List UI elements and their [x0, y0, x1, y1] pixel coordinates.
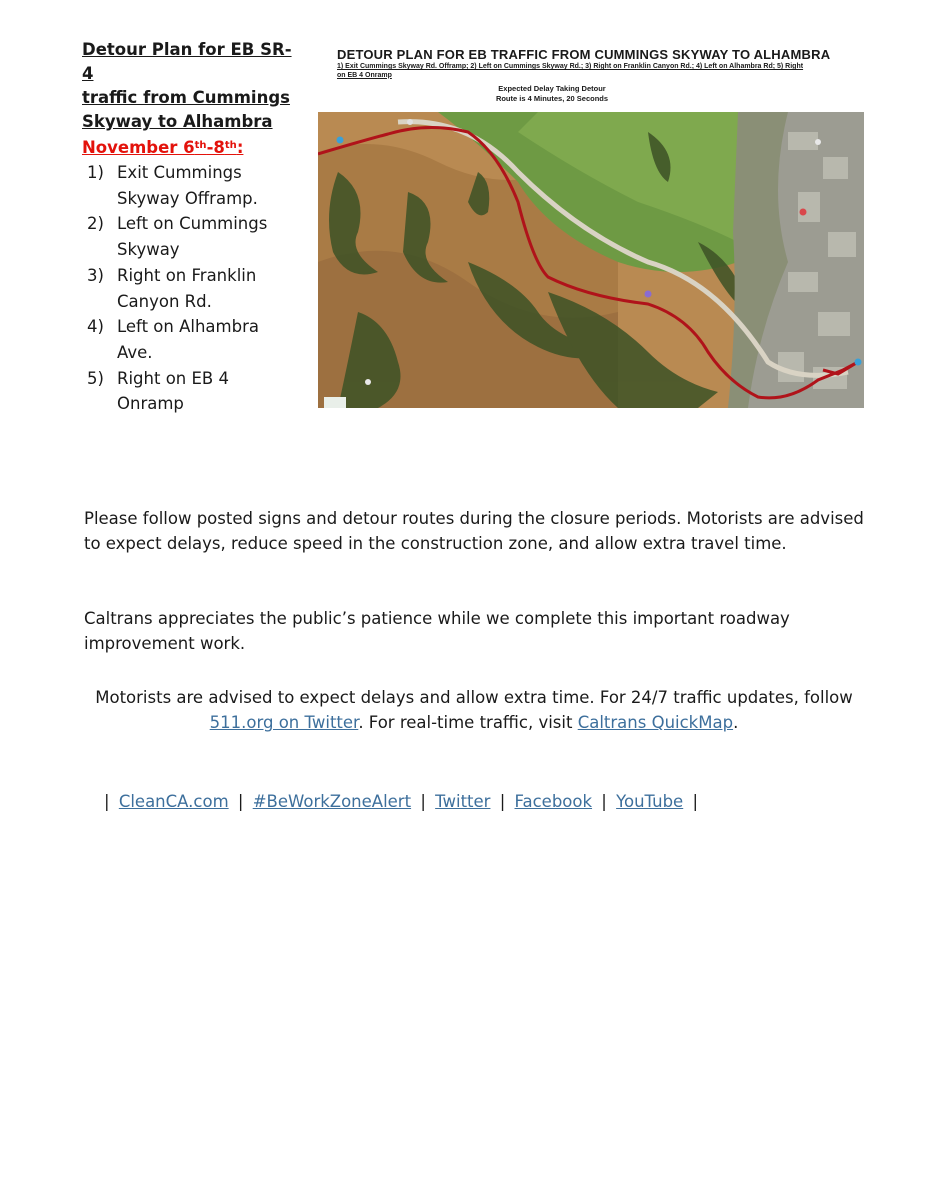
- detour-steps-list: [82, 160, 294, 417]
- link-beworkzonealert[interactable]: #BeWorkZoneAlert: [252, 792, 412, 811]
- updates-text: . For real-time traffic, visit: [358, 713, 578, 732]
- separator: |: [601, 792, 607, 811]
- link-511-twitter[interactable]: 511.org on Twitter: [209, 713, 359, 732]
- dates-start: November 6: [82, 138, 195, 157]
- delay-line: Route is 4 Minutes, 20 Seconds: [495, 93, 609, 103]
- step-number: 2): [87, 214, 104, 234]
- link-caltrans-quickmap[interactable]: Caltrans QuickMap: [577, 713, 734, 732]
- ordinal-suffix: th: [224, 140, 237, 151]
- separator: |: [692, 792, 699, 811]
- step-text: Left on Cummings: [117, 214, 268, 234]
- detour-title: [82, 38, 294, 134]
- step-text: Canyon Rd.: [117, 291, 212, 311]
- title-line: Skyway to Alhambra: [82, 112, 273, 131]
- link-youtube[interactable]: YouTube: [616, 792, 684, 811]
- step-text: Left on Alhambra: [117, 317, 259, 337]
- step-text: Right on Franklin: [117, 265, 257, 285]
- link-cleanca[interactable]: CleanCA.com: [118, 792, 229, 811]
- map-steps-line: 1) Exit Cummings Skyway Rd. Offramp; 2) Left on Cummings Skyway Rd.; 3) Right on Franklin Canyon Rd.; 4) Left on Alhambra Rd; 5) Right: [337, 63, 804, 70]
- detour-sidebar: [82, 38, 294, 417]
- footer-links: [100, 789, 702, 814]
- dates-colon: :: [236, 138, 244, 157]
- updates-text: .: [733, 713, 739, 732]
- separator: |: [237, 792, 244, 811]
- map-delay-note: [337, 84, 857, 103]
- link-twitter[interactable]: Twitter: [435, 792, 491, 811]
- detour-step: [82, 314, 294, 365]
- step-text: Right on EB 4: [117, 368, 229, 388]
- traffic-updates-paragraph: [84, 685, 864, 735]
- updates-text: Motorists are advised to expect delays and allow extra time. For 24/7 traffic updates, follow: [95, 688, 853, 707]
- title-line: Detour Plan for EB SR-4: [82, 40, 292, 83]
- detour-step: [82, 366, 294, 417]
- map-layer-thumbnail: [324, 397, 346, 408]
- delay-line: Expected Delay Taking Detour: [498, 84, 606, 93]
- step-text: Ave.: [117, 342, 153, 362]
- appreciation-paragraph: Caltrans appreciates the public’s patience while we complete this important roadway improvement work.: [84, 609, 790, 653]
- separator: |: [420, 792, 426, 811]
- step-text: Onramp: [117, 394, 184, 414]
- title-line: traffic from Cummings: [82, 88, 290, 107]
- map-steps-line: on EB 4 Onramp: [337, 71, 392, 79]
- separator: |: [104, 792, 110, 811]
- step-text: Skyway Offramp.: [117, 188, 258, 208]
- closure-advice-paragraph: Please follow posted signs and detour routes during the closure periods. Motorists are advised to expect delays, reduce speed in the construction zone, and allow extra travel time.: [84, 509, 864, 553]
- step-number: 1): [87, 163, 104, 182]
- step-number: 4): [87, 317, 104, 337]
- detour-step: [82, 211, 294, 262]
- separator: |: [499, 792, 506, 811]
- detour-route-map: [318, 112, 864, 408]
- step-text: Skyway: [117, 240, 180, 260]
- detour-step: [82, 160, 294, 211]
- map-title: DETOUR PLAN FOR EB TRAFFIC FROM CUMMINGS SKYWAY TO ALHAMBRA: [337, 47, 831, 62]
- detour-dates: [82, 134, 294, 160]
- step-number: 3): [87, 265, 104, 285]
- detour-step: [82, 263, 294, 314]
- step-text: Exit Cummings: [117, 163, 242, 182]
- map-steps: [337, 63, 857, 80]
- step-number: 5): [87, 368, 104, 388]
- link-facebook[interactable]: Facebook: [514, 792, 593, 811]
- map-header: [337, 48, 857, 103]
- ordinal-suffix: th: [194, 140, 207, 151]
- dates-end: -8: [206, 138, 225, 157]
